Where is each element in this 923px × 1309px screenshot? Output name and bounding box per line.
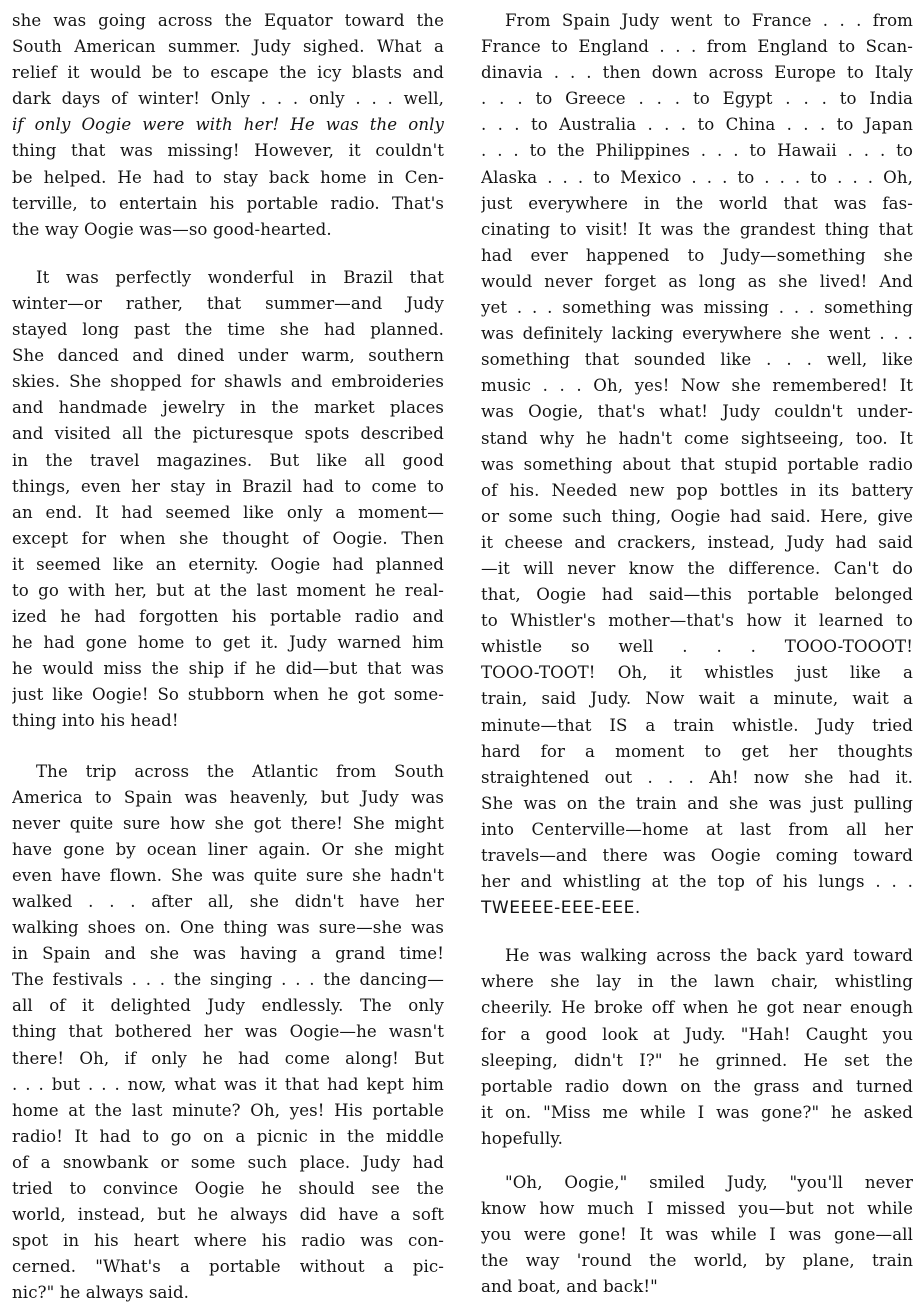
text-line: something that sounded like . . . well, like xyxy=(481,350,913,370)
text-line: it on. "Miss me while I was gone?" he asked xyxy=(481,1102,913,1122)
text-line: have gone by ocean liner again. Or she might xyxy=(12,839,444,859)
text-line: . . . to the Philippines . . . to Hawaii . . . to xyxy=(481,141,913,161)
text-line: . . . to Greece . . . to Egypt . . . to India xyxy=(481,89,913,109)
text-line: into Centerville—home at last from all her xyxy=(481,819,913,839)
text-line: just everywhere in the world that was fas- xyxy=(481,193,913,213)
text-line: France to England . . . from England to Scan- xyxy=(481,37,913,57)
text-line: skies. She shopped for shawls and embroideries xyxy=(12,372,444,392)
text-line: The trip across the Atlantic from South xyxy=(36,761,444,781)
text-line: stand why he hadn't come sightseeing, too. It xyxy=(481,428,913,448)
text-line: even have flown. She was quite sure she hadn't xyxy=(12,865,444,885)
text-line: train, said Judy. Now wait a minute, wait a xyxy=(481,689,913,709)
text-line: and visited all the picturesque spots described xyxy=(12,424,444,444)
text-line: stayed long past the time she had planned. xyxy=(12,320,444,340)
text-line: terville, to entertain his portable radio. That's xyxy=(12,193,444,213)
text-line: cheerily. He broke off when he got near enough xyxy=(481,998,913,1018)
text-line: radio! It had to go on a picnic in the middle xyxy=(12,1126,444,1146)
text-line: portable radio down on the grass and turned xyxy=(481,1076,913,1096)
text-line: dinavia . . . then down across Europe to Italy xyxy=(481,63,913,83)
text-line: it cheese and crackers, instead, Judy had said xyxy=(481,532,913,552)
text-line: that, Oogie had said—this portable belonged xyxy=(481,585,913,605)
text-line: relief it would be to escape the icy blasts and xyxy=(12,63,444,83)
paragraph-4 xyxy=(481,8,913,921)
text-line: winter—or rather, that summer—and Judy xyxy=(12,293,444,313)
whistle-sound-text: TWEEEE-EEE-EEE. xyxy=(481,898,641,919)
text-line: whistle so well . . . TOOO-TOOOT! xyxy=(481,637,913,657)
text-line: the way Oogie was—so good-hearted. xyxy=(12,219,332,239)
text-line: of a snowbank or some such place. Judy had xyxy=(12,1152,444,1172)
right-column xyxy=(481,8,913,1301)
text-line: TOOO-TOOT! Oh, it whistles just like a xyxy=(481,663,913,683)
text-line: and handmade jewelry in the market places xyxy=(12,398,444,418)
paragraph-5 xyxy=(481,943,913,1152)
text-line: thing that was missing! However, it couldn't xyxy=(12,141,444,161)
text-line: nic?" he always said. xyxy=(12,1283,190,1303)
text-line: travels—and there was Oogie coming toward xyxy=(481,846,913,865)
text-line: it seemed like an eternity. Oogie had planned xyxy=(12,554,444,574)
text-line: was Oogie, that's what! Judy couldn't under- xyxy=(481,402,913,422)
text-line: From Spain Judy went to France . . . from xyxy=(505,11,913,30)
text-line: to Whistler's mother—that's how it learned to xyxy=(481,611,913,631)
text-line: an end. It had seemed like only a moment— xyxy=(12,502,444,522)
paragraph-6 xyxy=(481,1170,913,1300)
text-line: home at the last minute? Oh, yes! His portable xyxy=(12,1100,444,1120)
text-line: in the travel magazines. But like all good xyxy=(12,450,444,470)
text-line: It was perfectly wonderful in Brazil that xyxy=(36,267,444,287)
text-line: the way 'round the world, by plane, train xyxy=(481,1251,913,1271)
text-line: be helped. He had to stay back home in Cen- xyxy=(12,167,444,187)
text-line: he had gone home to get it. Judy warned him xyxy=(12,633,444,653)
text-line: he would miss the ship if he did—but that was xyxy=(12,659,444,679)
text-line: cerned. "What's a portable without a pic- xyxy=(12,1257,444,1277)
text-line: . . . to Australia . . . to China . . . to Japan xyxy=(481,115,913,135)
text-line: America to Spain was heavenly, but Judy was xyxy=(12,787,444,807)
text-line: never quite sure how she got there! She might xyxy=(12,813,444,833)
text-line: tried to convince Oogie he should see the xyxy=(12,1179,444,1199)
text-line: yet . . . something was missing . . . something xyxy=(481,298,913,318)
text-line: hopefully. xyxy=(481,1128,564,1148)
text-line: she was going across the Equator toward the xyxy=(12,11,444,30)
text-line: you were gone! It was while I was gone—all xyxy=(481,1225,913,1245)
text-line: —it will never know the difference. Can't do xyxy=(481,558,913,578)
text-line: She danced and dined under warm, southern xyxy=(12,346,444,366)
text-line: world, instead, but he always did have a soft xyxy=(12,1205,444,1225)
text-line: South American summer. Judy sighed. What a xyxy=(12,37,444,57)
text-line: thing that bothered her was Oogie—he wasn't xyxy=(12,1022,444,1042)
italic-run: if only Oogie were with her! He was the only xyxy=(12,115,444,135)
text-line: cinating to visit! It was the grandest thing that xyxy=(481,219,913,239)
text-line: straightened out . . . Ah! now she had it. xyxy=(481,767,913,787)
text-line: all of it delighted Judy endlessly. The only xyxy=(12,996,444,1016)
text-line: thing into his head! xyxy=(12,711,179,731)
paragraph-1 xyxy=(12,8,444,243)
text-line: for a good look at Judy. "Hah! Caught you xyxy=(481,1024,913,1044)
text-line: "Oh, Oogie," smiled Judy, "you'll never xyxy=(505,1173,913,1193)
text-line: walked . . . after all, she didn't have her xyxy=(12,892,444,911)
text-line: sleeping, didn't I?" he grinned. He set the xyxy=(481,1050,913,1070)
text-line: The festivals . . . the singing . . . the dancing— xyxy=(12,970,444,990)
text-line-italic xyxy=(12,112,444,138)
paragraph-2 xyxy=(12,265,444,735)
text-line: . . . but . . . now, what was it that had kept him xyxy=(12,1074,444,1094)
text-line: where she lay in the lawn chair, whistling xyxy=(481,972,913,992)
text-line: her and whistling at the top of his lungs . . . xyxy=(481,872,913,892)
text-line: to go with her, but at the last moment he real- xyxy=(12,580,444,600)
text-line: Alaska . . . to Mexico . . . to . . . to . . . Oh, xyxy=(481,167,913,187)
text-line: She was on the train and she was just pulling xyxy=(481,793,913,813)
text-line: just like Oogie! So stubborn when he got some- xyxy=(12,685,444,705)
text-line: minute—that IS a train whistle. Judy tried xyxy=(481,715,913,735)
text-line: spot in his heart where his radio was con- xyxy=(12,1231,444,1251)
text-line: walking shoes on. One thing was sure—she was xyxy=(12,918,444,938)
text-line: of his. Needed new pop bottles in its battery xyxy=(481,480,913,500)
text-line: there! Oh, if only he had come along! But xyxy=(12,1048,444,1068)
left-column xyxy=(12,8,444,1307)
text-line: had ever happened to Judy—something she xyxy=(481,245,913,265)
text-line: dark days of winter! Only . . . only . . . well, xyxy=(12,89,444,109)
text-line: except for when she thought of Oogie. Then xyxy=(12,528,444,548)
text-line: ized he had forgotten his portable radio and xyxy=(12,607,444,627)
text-line: would never forget as long as she lived! And xyxy=(481,271,913,291)
text-line: in Spain and she was having a grand time! xyxy=(12,944,444,964)
text-line: or some such thing, Oogie had said. Here, give xyxy=(481,506,913,526)
paragraph-3 xyxy=(12,759,444,1307)
text-line: know how much I missed you—but not while xyxy=(481,1199,913,1219)
text-line: things, even her stay in Brazil had to come to xyxy=(12,476,444,496)
text-line: was something about that stupid portable radio xyxy=(481,454,913,474)
text-line: He was walking across the back yard toward xyxy=(505,946,913,966)
text-line: was definitely lacking everywhere she went . . . xyxy=(481,324,913,344)
text-line: hard for a moment to get her thoughts xyxy=(481,741,913,761)
text-line: music . . . Oh, yes! Now she remembered! It xyxy=(481,376,913,396)
text-line: and boat, and back!" xyxy=(481,1277,658,1297)
